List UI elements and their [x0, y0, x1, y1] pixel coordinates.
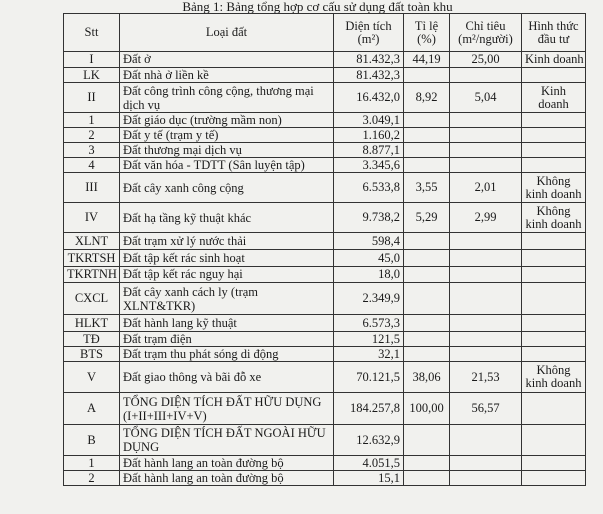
row-investment-form — [522, 128, 586, 143]
row-norm — [450, 128, 522, 143]
row-land-type: Đất tập kết rác nguy hại — [120, 267, 334, 283]
row-area: 81.432,3 — [334, 68, 404, 83]
row-stt: 3 — [64, 143, 120, 158]
row-stt: 2 — [64, 471, 120, 486]
table-row — [64, 173, 586, 203]
row-investment-form — [522, 393, 586, 425]
row-ratio — [404, 347, 450, 362]
row-norm — [450, 471, 522, 486]
header-stt: Stt — [64, 14, 120, 52]
row-stt: LK — [64, 68, 120, 83]
row-investment-form: Không kinh doanh — [522, 203, 586, 233]
table-row — [64, 143, 586, 158]
row-stt: A — [64, 393, 120, 425]
row-area: 598,4 — [334, 233, 404, 250]
table-row — [64, 315, 586, 332]
row-ratio — [404, 471, 450, 486]
land-use-table — [63, 13, 586, 486]
row-investment-form: Kinh doanh — [522, 52, 586, 68]
row-land-type: Đất hành lang kỹ thuật — [120, 315, 334, 332]
row-ratio — [404, 233, 450, 250]
row-ratio — [404, 128, 450, 143]
row-stt: HLKT — [64, 315, 120, 332]
row-land-type: Đất giáo dục (trường mầm non) — [120, 113, 334, 128]
row-stt: 1 — [64, 456, 120, 471]
row-ratio: 5,29 — [404, 203, 450, 233]
row-norm — [450, 315, 522, 332]
table-row — [64, 203, 586, 233]
row-stt: TKRTNH — [64, 267, 120, 283]
row-area: 18,0 — [334, 267, 404, 283]
table-row — [64, 267, 586, 283]
row-area: 45,0 — [334, 250, 404, 267]
row-investment-form — [522, 143, 586, 158]
row-ratio: 3,55 — [404, 173, 450, 203]
row-land-type: TỔNG DIỆN TÍCH ĐẤT NGOÀI HỮU DỤNG — [120, 425, 334, 456]
row-ratio — [404, 158, 450, 173]
row-land-type: Đất y tế (trạm y tế) — [120, 128, 334, 143]
row-investment-form — [522, 315, 586, 332]
row-area: 9.738,2 — [334, 203, 404, 233]
row-ratio — [404, 113, 450, 128]
row-ratio: 38,06 — [404, 362, 450, 393]
row-ratio — [404, 267, 450, 283]
row-investment-form — [522, 332, 586, 347]
row-investment-form — [522, 267, 586, 283]
row-ratio — [404, 143, 450, 158]
row-stt: BTS — [64, 347, 120, 362]
row-ratio: 8,92 — [404, 83, 450, 113]
row-investment-form: Kinh doanh — [522, 83, 586, 113]
table-row — [64, 456, 586, 471]
row-norm: 2,01 — [450, 173, 522, 203]
row-norm: 2,99 — [450, 203, 522, 233]
row-norm — [450, 233, 522, 250]
row-investment-form — [522, 113, 586, 128]
row-investment-form — [522, 456, 586, 471]
row-investment-form — [522, 158, 586, 173]
row-area: 16.432,0 — [334, 83, 404, 113]
row-land-type: Đất văn hóa - TDTT (Sân luyện tập) — [120, 158, 334, 173]
row-ratio — [404, 332, 450, 347]
row-land-type: Đất hạ tầng kỹ thuật khác — [120, 203, 334, 233]
row-land-type: Đất giao thông và bãi đỗ xe — [120, 362, 334, 393]
table-row — [64, 332, 586, 347]
table-row — [64, 250, 586, 267]
row-land-type: Đất trạm điện — [120, 332, 334, 347]
row-land-type: Đất công trình công cộng, thương mại dịch vụ — [120, 83, 334, 113]
table-row — [64, 158, 586, 173]
row-stt: TKRTSH — [64, 250, 120, 267]
row-stt: 1 — [64, 113, 120, 128]
row-land-type: TỔNG DIỆN TÍCH ĐẤT HỮU DỤNG (I+II+III+IV+V) — [120, 393, 334, 425]
header-row — [64, 14, 586, 52]
table-row — [64, 347, 586, 362]
row-stt: V — [64, 362, 120, 393]
header-area: Diện tích (m²) — [334, 14, 404, 52]
row-investment-form — [522, 283, 586, 315]
row-ratio: 44,19 — [404, 52, 450, 68]
header-ratio: Tỉ lệ (%) — [404, 14, 450, 52]
table-row — [64, 425, 586, 456]
table-row — [64, 233, 586, 250]
row-norm — [450, 347, 522, 362]
row-area: 3.049,1 — [334, 113, 404, 128]
table-row — [64, 393, 586, 425]
row-norm — [450, 283, 522, 315]
row-land-type: Đất trạm xử lý nước thải — [120, 233, 334, 250]
row-investment-form — [522, 471, 586, 486]
row-investment-form — [522, 233, 586, 250]
row-stt: 2 — [64, 128, 120, 143]
row-stt: I — [64, 52, 120, 68]
row-norm: 5,04 — [450, 83, 522, 113]
row-area: 32,1 — [334, 347, 404, 362]
row-norm — [450, 68, 522, 83]
table-row — [64, 128, 586, 143]
row-ratio — [404, 283, 450, 315]
row-stt: XLNT — [64, 233, 120, 250]
row-norm — [450, 113, 522, 128]
table-caption: Bảng 1: Bảng tổng hợp cơ cấu sử dụng đất toàn khu — [182, 0, 453, 14]
row-ratio — [404, 68, 450, 83]
row-area: 81.432,3 — [334, 52, 404, 68]
row-norm: 25,00 — [450, 52, 522, 68]
row-area: 6.573,3 — [334, 315, 404, 332]
row-investment-form: Không kinh doanh — [522, 362, 586, 393]
header-norm: Chỉ tiêu (m²/người) — [450, 14, 522, 52]
row-investment-form — [522, 68, 586, 83]
row-norm: 21,53 — [450, 362, 522, 393]
row-stt: TĐ — [64, 332, 120, 347]
table-row — [64, 471, 586, 486]
row-norm — [450, 332, 522, 347]
table-body — [64, 52, 586, 486]
header-investment-form: Hình thức đầu tư — [522, 14, 586, 52]
row-ratio — [404, 250, 450, 267]
row-norm — [450, 267, 522, 283]
row-investment-form — [522, 250, 586, 267]
row-investment-form — [522, 347, 586, 362]
row-land-type: Đất ở — [120, 52, 334, 68]
table-row — [64, 52, 586, 68]
table-row — [64, 362, 586, 393]
row-norm: 56,57 — [450, 393, 522, 425]
table-row — [64, 113, 586, 128]
row-area: 4.051,5 — [334, 456, 404, 471]
row-stt: II — [64, 83, 120, 113]
row-area: 12.632,9 — [334, 425, 404, 456]
row-land-type: Đất nhà ở liền kề — [120, 68, 334, 83]
header-land-type: Loại đất — [120, 14, 334, 52]
row-norm — [450, 143, 522, 158]
row-area: 70.121,5 — [334, 362, 404, 393]
row-area: 121,5 — [334, 332, 404, 347]
row-stt: IV — [64, 203, 120, 233]
row-norm — [450, 250, 522, 267]
row-area: 15,1 — [334, 471, 404, 486]
row-investment-form — [522, 425, 586, 456]
row-area: 8.877,1 — [334, 143, 404, 158]
table-row — [64, 68, 586, 83]
row-area: 3.345,6 — [334, 158, 404, 173]
row-land-type: Đất cây xanh công cộng — [120, 173, 334, 203]
row-area: 6.533,8 — [334, 173, 404, 203]
row-ratio: 100,00 — [404, 393, 450, 425]
row-area: 1.160,2 — [334, 128, 404, 143]
row-area: 2.349,9 — [334, 283, 404, 315]
row-stt: B — [64, 425, 120, 456]
row-stt: 4 — [64, 158, 120, 173]
table-row — [64, 83, 586, 113]
row-area: 184.257,8 — [334, 393, 404, 425]
row-stt: CXCL — [64, 283, 120, 315]
row-ratio — [404, 456, 450, 471]
row-ratio — [404, 425, 450, 456]
row-norm — [450, 158, 522, 173]
row-investment-form: Không kinh doanh — [522, 173, 586, 203]
table-row — [64, 283, 586, 315]
row-land-type: Đất hành lang an toàn đường bộ — [120, 456, 334, 471]
row-ratio — [404, 315, 450, 332]
row-land-type: Đất tập kết rác sinh hoạt — [120, 250, 334, 267]
row-norm — [450, 425, 522, 456]
row-land-type: Đất hành lang an toàn đường bộ — [120, 471, 334, 486]
row-stt: III — [64, 173, 120, 203]
row-land-type: Đất thương mại dịch vụ — [120, 143, 334, 158]
row-land-type: Đất trạm thu phát sóng di động — [120, 347, 334, 362]
row-land-type: Đất cây xanh cách ly (trạm XLNT&TKR) — [120, 283, 334, 315]
row-norm — [450, 456, 522, 471]
